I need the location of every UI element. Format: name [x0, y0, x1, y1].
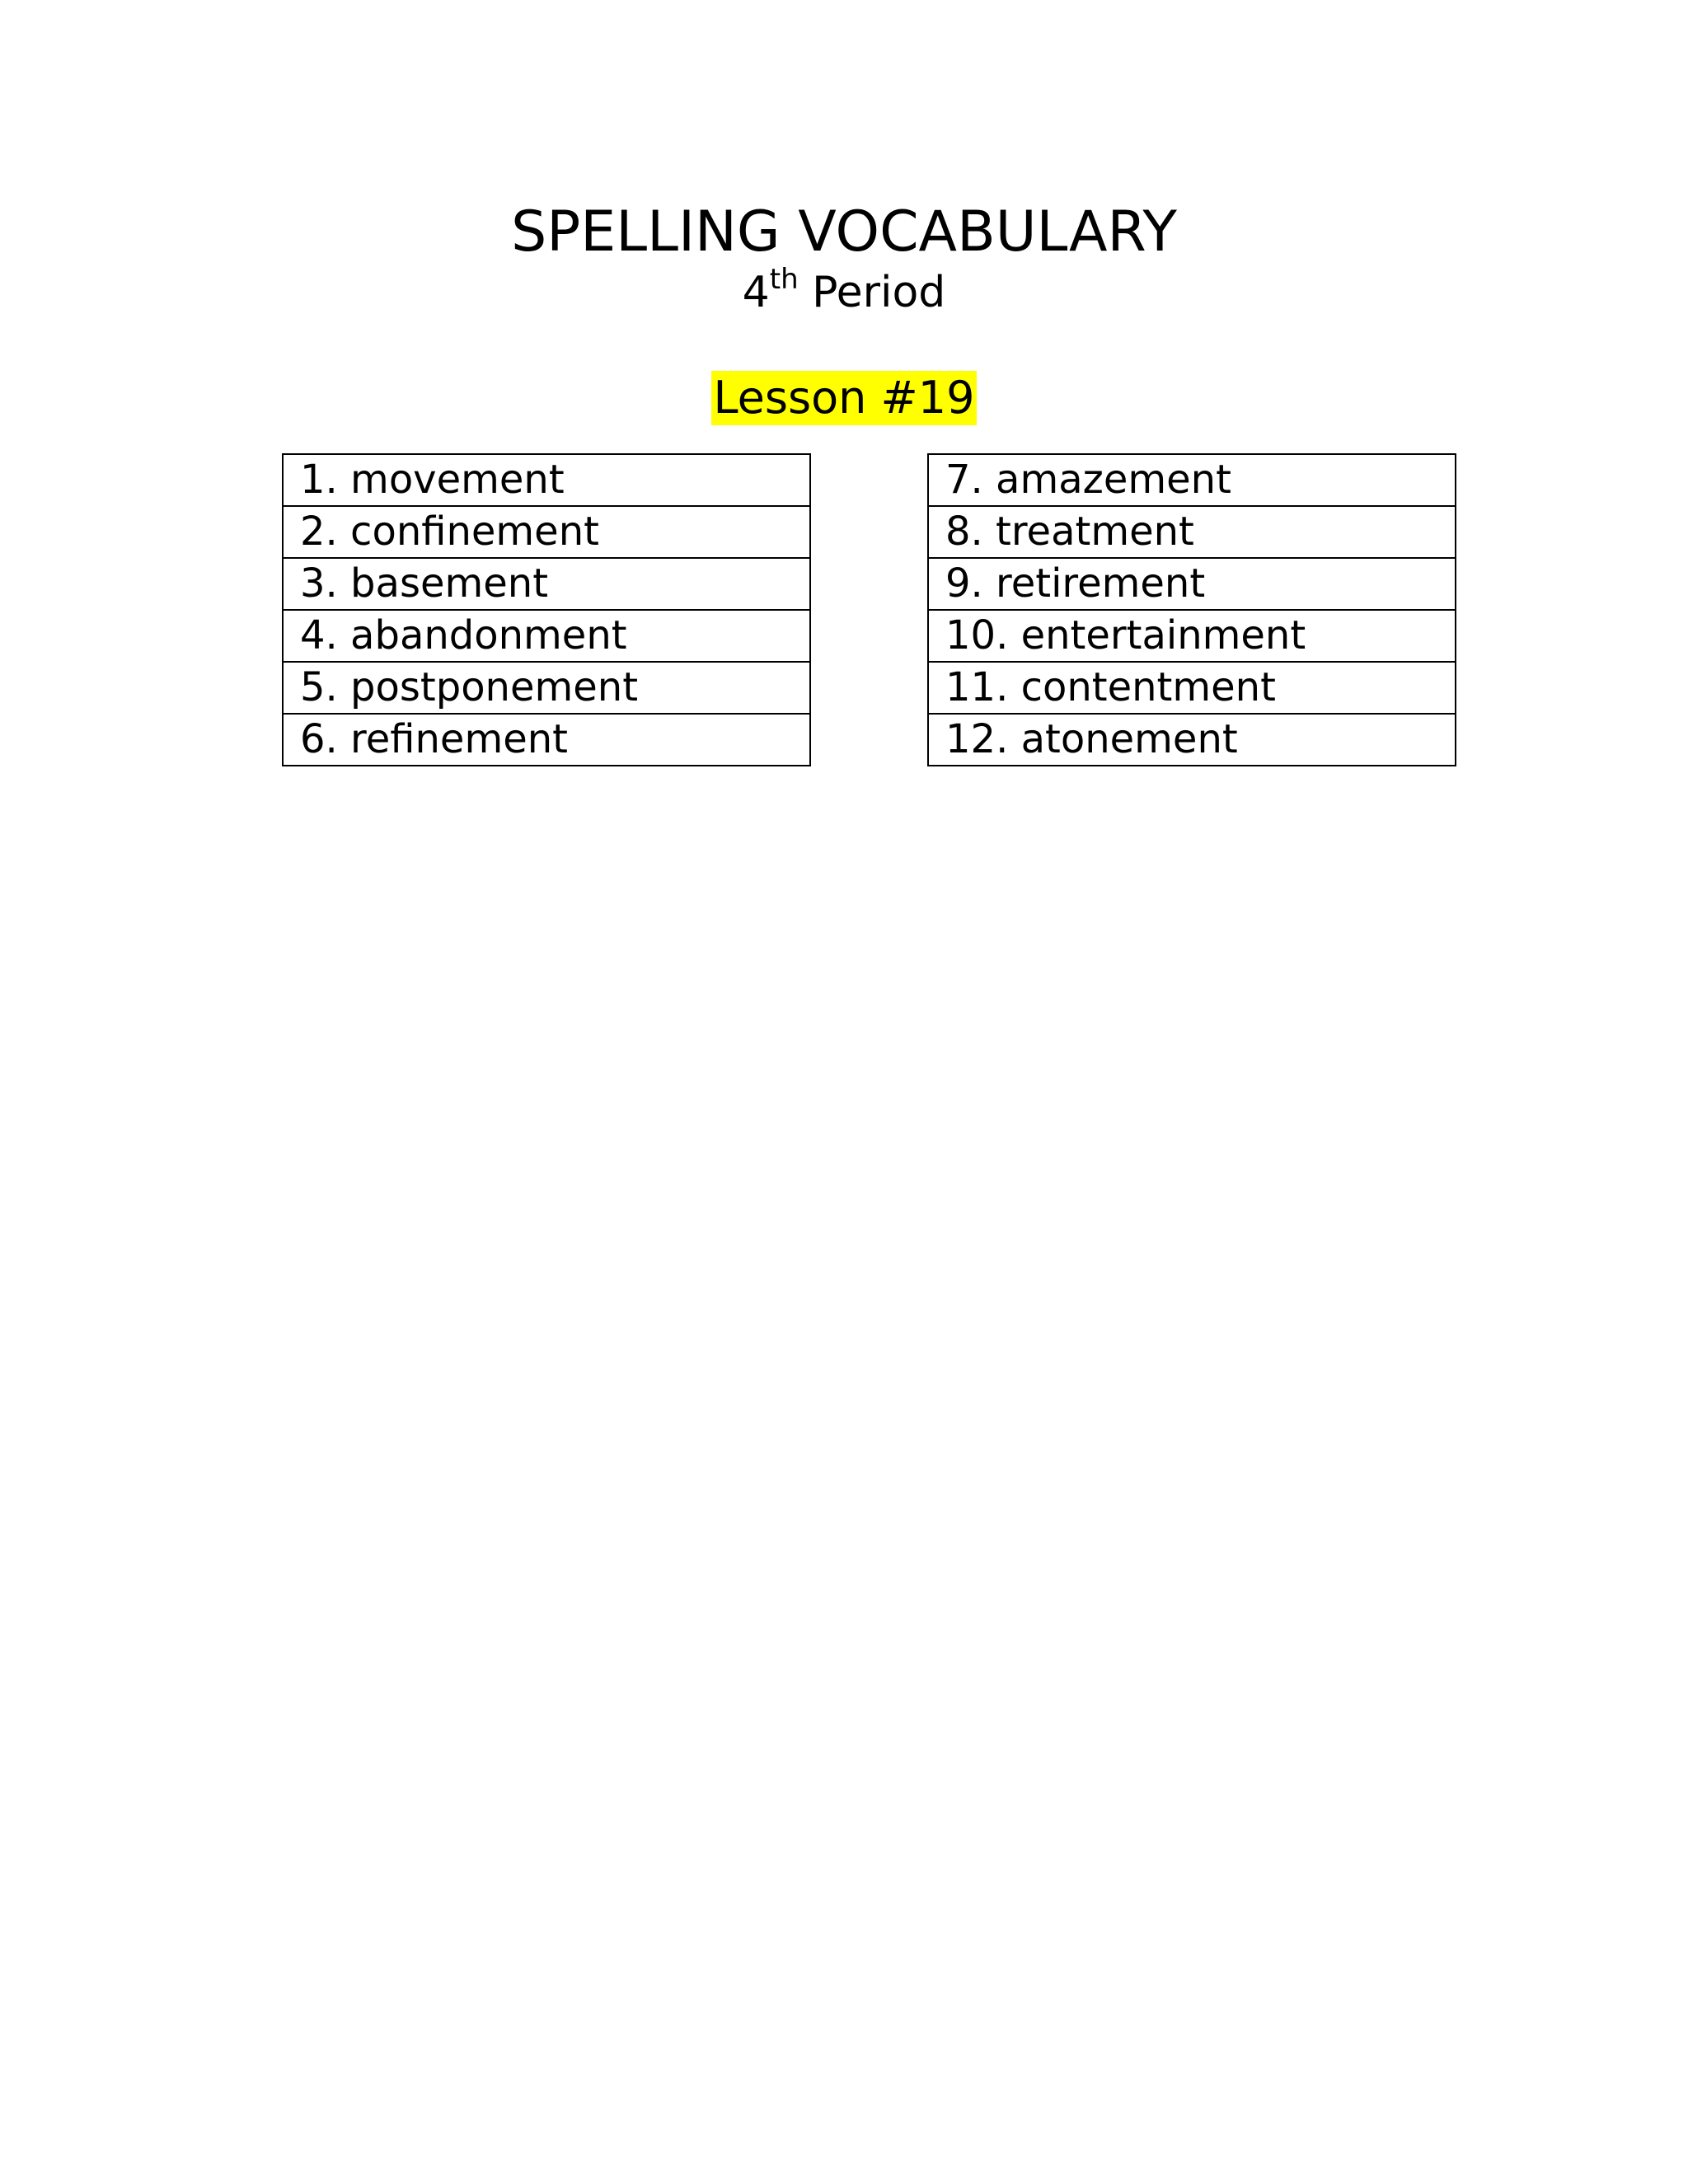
word-cell: 12. atonement	[928, 714, 1456, 766]
period-heading	[0, 265, 1688, 320]
period-number: 4	[742, 268, 770, 317]
word-cell: 10. entertainment	[928, 610, 1456, 662]
word-cell: 5. postponement	[283, 662, 810, 714]
lesson-heading: Lesson #19	[713, 372, 975, 424]
period-ordinal-suffix: th	[769, 263, 799, 296]
word-cell: 3. basement	[283, 558, 810, 610]
word-cell: 6. refinement	[283, 714, 810, 766]
word-cell: 4. abandonment	[283, 610, 810, 662]
table-row	[283, 454, 810, 506]
table-row	[928, 558, 1456, 610]
page-title: SPELLING VOCABULARY	[511, 199, 1177, 265]
word-cell: 7. amazement	[928, 454, 1456, 506]
period-label: Period	[812, 268, 946, 317]
table-row	[928, 454, 1456, 506]
table-row	[283, 662, 810, 714]
table-row	[283, 610, 810, 662]
word-table-left	[282, 453, 811, 766]
table-row	[283, 714, 810, 766]
word-cell: 8. treatment	[928, 506, 1456, 558]
word-cell: 1. movement	[283, 454, 810, 506]
table-row	[928, 506, 1456, 558]
table-row	[928, 610, 1456, 662]
table-row	[283, 558, 810, 610]
table-row	[283, 506, 810, 558]
table-row	[928, 714, 1456, 766]
lesson-heading-container	[0, 371, 1688, 425]
word-cell: 11. contentment	[928, 662, 1456, 714]
word-table-right	[927, 453, 1456, 766]
word-cell: 9. retirement	[928, 558, 1456, 610]
table-row	[928, 662, 1456, 714]
word-cell: 2. confinement	[283, 506, 810, 558]
